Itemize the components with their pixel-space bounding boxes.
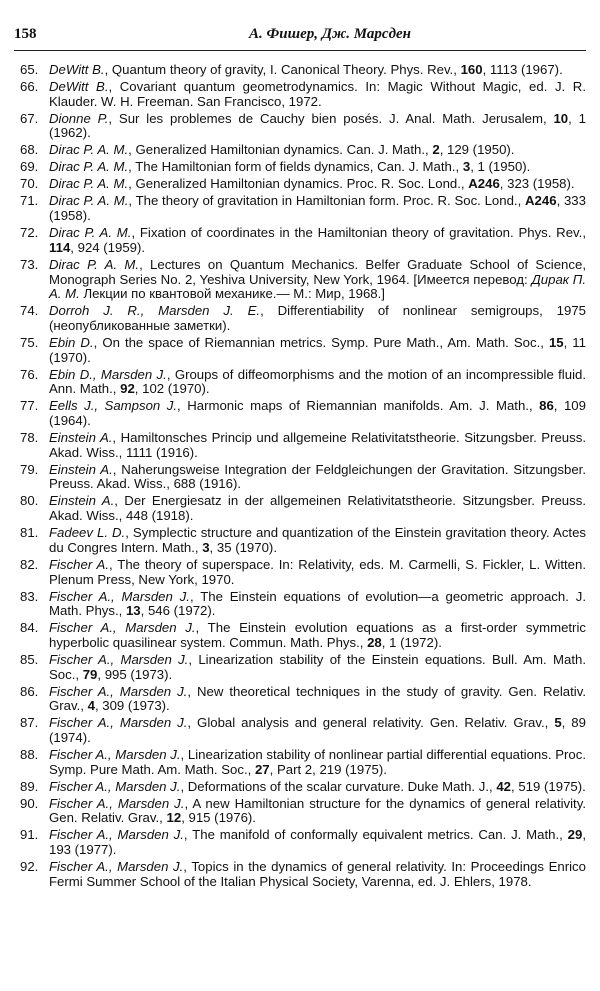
reference-number: 88.: [20, 747, 39, 763]
reference-volume: A246: [525, 193, 557, 209]
reference-number: 65.: [20, 62, 39, 77]
reference-number: 89.: [20, 778, 39, 794]
reference-volume: 4: [87, 698, 95, 714]
reference-text: , Naherungsweise Integration der Feldgleichungen der Gravitation. Sitzungsber. Preuss. Akad. Wiss., 688 (1916).: [49, 461, 586, 492]
reference-text: , Covariant quantum geometrodynamics. In: Magic Without Magic, ed. J. R. Klauder. W. H. Freeman. San Francisco, 1972.: [49, 79, 586, 109]
reference-number: 81.: [20, 525, 39, 541]
reference-volume: 13: [125, 603, 141, 619]
reference-text: , The Hamiltonian form of fields dynamics, Can. J. Math.,: [128, 159, 463, 175]
reference-item: [20, 80, 586, 109]
reference-authors: Fischer A., Marsden J.: [49, 588, 190, 604]
reference-item: [20, 590, 586, 619]
reference-item: [20, 226, 586, 255]
reference-number: 75.: [20, 334, 39, 350]
reference-item: [20, 526, 586, 555]
reference-text-tail: , 11 (1970).: [49, 334, 586, 365]
reference-number: 78.: [20, 430, 39, 446]
reference-number: 66.: [20, 79, 39, 94]
reference-text: , Lectures on Quantum Mechanics. Belfer Graduate School of Science, Monograph Series No. 2, Yeshiva University, New York, 1964. [Имеется перевод:: [49, 256, 586, 287]
reference-number: 83.: [20, 588, 39, 604]
reference-volume: 27: [254, 761, 270, 777]
reference-item: [20, 860, 586, 889]
reference-text: , Generalized Hamiltonian dynamics. Can. J. Math.,: [128, 142, 433, 158]
reference-volume: 160: [460, 62, 483, 77]
reference-text-tail: , 546 (1972).: [140, 603, 216, 619]
reference-text-tail: , 1 (1972).: [381, 634, 442, 650]
reference-volume: 79: [82, 666, 98, 682]
reference-number: 74.: [20, 303, 39, 319]
reference-text-tail: , 109 (1964).: [49, 398, 586, 429]
reference-item: [20, 685, 586, 714]
reference-authors: Eells J., Sampson J.: [49, 398, 178, 414]
reference-authors: DeWitt B.: [49, 62, 105, 77]
reference-text: , New theoretical techniques in the study of gravity. Gen. Relativ. Grav.,: [49, 683, 586, 714]
reference-authors: Dirac P. A. M.: [49, 225, 132, 241]
translation-text: Лекции по квантовой механике.— М.: Мир, 1968.]: [79, 286, 385, 302]
header-rule: [14, 50, 586, 51]
reference-text: , Topics in the dynamics of general relativity. In: Proceedings Enrico Fermi Summer School of the Italian Physical Society, Varenna, ed. J. Ehlers, 1978.: [49, 859, 586, 889]
reference-number: 67.: [20, 110, 39, 126]
reference-text-tail: , 1 (1962).: [49, 110, 586, 141]
reference-authors: Fischer A., Marsden J.: [49, 778, 181, 794]
reference-number: 92.: [20, 859, 39, 875]
reference-authors: DeWitt B.: [49, 79, 109, 94]
reference-authors: Fischer A., Marsden J.: [49, 620, 196, 636]
reference-text-tail: , 333 (1958).: [49, 193, 586, 224]
reference-item: [20, 177, 586, 192]
reference-number: 79.: [20, 461, 39, 477]
reference-number: 70.: [20, 176, 39, 192]
reference-volume: 28: [367, 634, 382, 650]
reference-number: 72.: [20, 225, 39, 241]
reference-text: , The theory of gravitation in Hamiltonian form. Proc. R. Soc. Lond.,: [128, 193, 526, 209]
reference-item: [20, 621, 586, 650]
reference-list: [20, 63, 586, 892]
reference-authors: Dirac P. A. M.: [49, 142, 129, 158]
reference-volume: 2: [432, 142, 440, 158]
reference-text: , Linearization stability of the Einstein equations. Bull. Am. Math. Soc.,: [49, 651, 586, 682]
reference-authors: Fischer A., Marsden J.: [49, 683, 188, 699]
reference-text: , Global analysis and general relativity. Gen. Relativ. Grav.,: [187, 715, 555, 731]
reference-item: [20, 143, 586, 158]
reference-text: , Quantum theory of gravity, I. Canonical Theory. Phys. Rev.,: [104, 62, 461, 77]
reference-authors: Dirac P. A. M.: [49, 176, 129, 192]
reference-text: , A new Hamiltonian structure for the dynamics of general relativity. Gen. Relativ. Grav.,: [49, 795, 586, 826]
reference-item: [20, 780, 586, 795]
reference-number: 71.: [20, 193, 39, 209]
reference-number: 85.: [20, 651, 39, 667]
reference-number: 77.: [20, 398, 39, 414]
reference-volume: 3: [202, 539, 210, 555]
reference-number: 80.: [20, 493, 39, 509]
reference-text: , Deformations of the scalar curvature. Duke Math. J.,: [180, 778, 497, 794]
reference-authors: Fischer A., Marsden J.: [49, 651, 189, 667]
reference-number: 69.: [20, 159, 39, 175]
reference-item: [20, 431, 586, 460]
reference-item: [20, 828, 586, 857]
reference-item: [20, 336, 586, 365]
reference-authors: Dionne P.: [49, 110, 109, 126]
reference-volume: 5: [554, 715, 562, 731]
reference-text-tail: , 924 (1959).: [70, 239, 146, 255]
reference-number: 82.: [20, 556, 39, 572]
reference-authors: Dirac P. A. M.: [49, 159, 129, 175]
reference-authors: Ebin D.: [49, 334, 94, 350]
reference-text: , Fixation of coordinates in the Hamiltonian theory of gravitation. Phys. Rev.,: [131, 225, 586, 241]
reference-item: [20, 797, 586, 826]
running-head: А. Фишер, Дж. Марсден: [249, 26, 411, 42]
reference-text: , Symplectic structure and quantization of the Einstein gravitation theory. Actes du Congres Intern. Math.,: [49, 525, 587, 555]
reference-volume: 15: [548, 334, 564, 350]
reference-text-tail: , 1113 (1967).: [482, 62, 563, 77]
reference-volume: 3: [462, 159, 471, 175]
page-header: [14, 22, 586, 46]
reference-text-tail: , Part 2, 219 (1975).: [269, 761, 387, 777]
reference-number: 90.: [20, 795, 39, 811]
reference-number: 76.: [20, 366, 39, 382]
reference-text: , The manifold of conformally equivalent metrics. Can. J. Math.,: [183, 827, 568, 843]
reference-number: 68.: [20, 142, 39, 158]
reference-volume: 10: [553, 110, 569, 126]
reference-authors: Ebin D., Marsden J.: [49, 366, 167, 382]
reference-text: , Sur les problemes de Cauchy bien posés. J. Anal. Math. Jerusalem,: [108, 110, 554, 126]
reference-authors: Fischer A.: [49, 556, 110, 572]
reference-text: , On the space of Riemannian metrics. Symp. Pure Math., Am. Math. Soc.,: [93, 334, 549, 350]
reference-text-tail: , 915 (1976).: [181, 810, 256, 826]
reference-text-tail: , 309 (1973).: [94, 698, 170, 714]
reference-text: , Generalized Hamiltonian dynamics. Proc. R. Soc. Lond.,: [128, 176, 469, 192]
reference-authors: Dirac P. A. M.: [49, 193, 129, 209]
reference-authors: Einstein A.: [49, 493, 115, 509]
reference-authors: Fischer A., Marsden J.: [49, 827, 184, 843]
reference-item: [20, 304, 586, 333]
page-number: 158: [14, 26, 37, 42]
reference-text: , Hamiltonsches Princip und allgemeine Relativitatstheorie. Sitzungsber. Preuss. Akad. Wiss., 1111 (1916).: [49, 430, 586, 460]
reference-item: [20, 194, 586, 223]
reference-volume: 29: [567, 827, 583, 843]
reference-item: [20, 653, 586, 682]
reference-item: [20, 463, 586, 492]
reference-volume: 12: [166, 810, 182, 826]
reference-text: , Groups of diffeomorphisms and the motion of an incompressible fluid. Ann. Math.,: [49, 366, 586, 397]
reference-text: , Differentiability of nonlinear semigroups, 1975 (неопубликованные заметки).: [49, 303, 587, 333]
reference-item: [20, 258, 586, 302]
reference-text-tail: , 193 (1977).: [49, 827, 586, 858]
reference-authors: Fischer A., Marsden J.: [49, 859, 184, 875]
reference-authors: Fischer A., Marsden J.: [49, 747, 181, 763]
reference-text: , The Einstein evolution equations as a first-order symmetric hyperbolic quasilinear system. Commun. Math. Phys.,: [49, 620, 586, 650]
reference-number: 91.: [20, 827, 39, 843]
reference-text-tail: , 1 (1950).: [470, 159, 531, 175]
reference-authors: Fischer A., Marsden J.: [49, 715, 188, 731]
reference-authors: Einstein A.: [49, 461, 113, 477]
reference-item: [20, 399, 586, 428]
reference-item: [20, 716, 586, 745]
reference-item: [20, 160, 586, 175]
reference-text: , Der Energiesatz in der allgemeinen Relativitatstheorie. Sitzungsber. Preuss. Akad. Wiss., 448 (1918).: [49, 493, 586, 524]
reference-number: 86.: [20, 683, 39, 699]
reference-authors: Einstein A.: [49, 430, 113, 446]
reference-item: [20, 558, 586, 587]
reference-text-tail: , 519 (1975).: [511, 778, 586, 794]
reference-volume: 42: [496, 778, 512, 794]
reference-volume: 92: [120, 381, 135, 397]
reference-item: [20, 63, 586, 78]
reference-item: [20, 112, 586, 141]
translation-authors: Дирак П. А. М.: [49, 271, 587, 302]
reference-volume: A246: [468, 176, 500, 192]
reference-authors: Dirac P. A. M.: [49, 256, 140, 272]
reference-text-tail: , 89 (1974).: [49, 715, 586, 746]
reference-item: [20, 748, 586, 777]
reference-text: , The theory of superspace. In: Relativity, eds. M. Carmelli, S. Fickler, L. Witten. Plenum Press, New York, 1970.: [49, 556, 586, 587]
reference-authors: Fischer A., Marsden J.: [49, 795, 185, 811]
reference-number: 87.: [20, 715, 39, 731]
reference-text-tail: , 323 (1958).: [499, 176, 575, 192]
reference-text-tail: , 35 (1970).: [209, 539, 277, 555]
reference-text: , Harmonic maps of Riemannian manifolds. Am. J. Math.,: [177, 398, 540, 414]
reference-text: , The Einstein equations of evolution—a geometric approach. J. Math. Phys.,: [49, 588, 586, 619]
reference-volume: 114: [49, 239, 71, 255]
reference-number: 84.: [20, 620, 39, 636]
reference-item: [20, 368, 586, 397]
reference-number: 73.: [20, 256, 39, 272]
reference-volume: 86: [539, 398, 554, 414]
reference-text-tail: , 129 (1950).: [439, 142, 515, 158]
reference-text-tail: , 102 (1970).: [134, 381, 210, 397]
reference-item: [20, 494, 586, 523]
reference-text-tail: , 995 (1973).: [97, 666, 173, 682]
reference-authors: Dorroh J. R., Marsden J. E.: [49, 303, 261, 319]
reference-text: , Linearization stability of nonlinear partial differential equations. Proc. Symp. Pure Math. Am. Math. Soc.,: [49, 747, 586, 777]
reference-authors: Fadeev L. D.: [49, 525, 126, 541]
